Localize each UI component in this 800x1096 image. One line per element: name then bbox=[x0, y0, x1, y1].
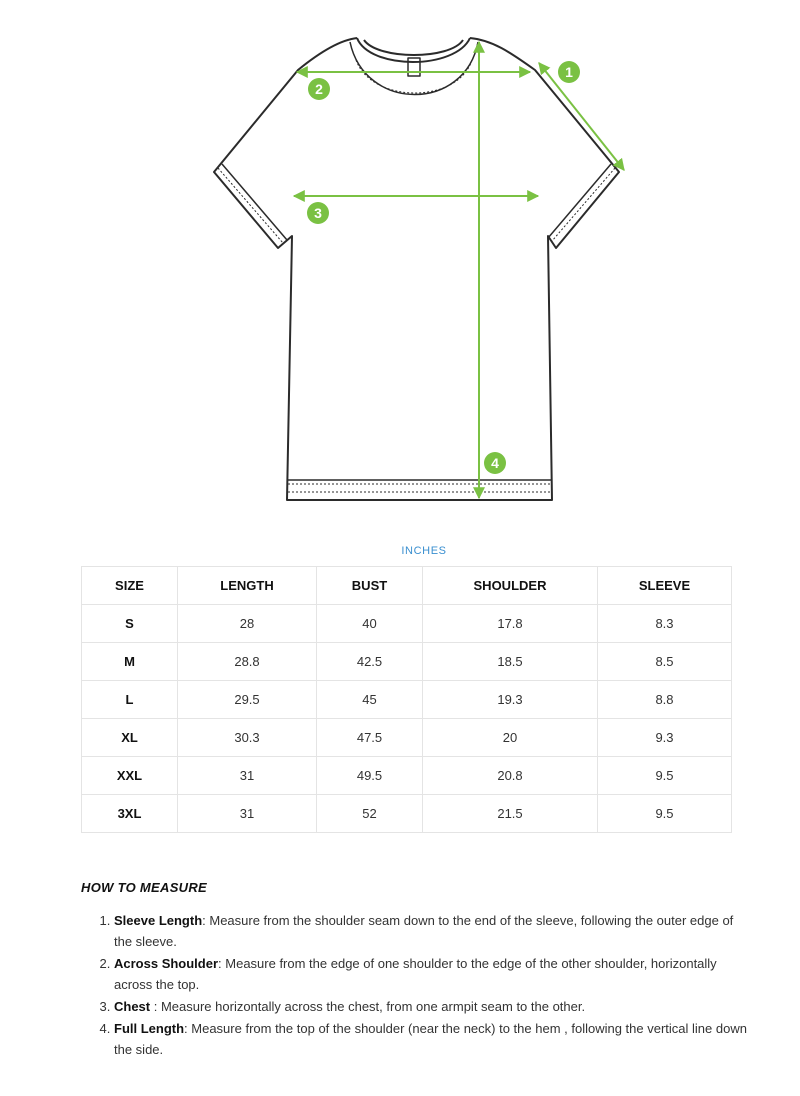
marker-4-label: 4 bbox=[491, 455, 499, 471]
table-row bbox=[82, 757, 732, 795]
header-length: LENGTH bbox=[178, 567, 317, 605]
length-cell: 28 bbox=[178, 605, 317, 643]
list-item-text: : Measure from the shoulder seam down to the end of the sleeve, following the outer edge of the sleeve. bbox=[114, 913, 734, 949]
list-item-term: Chest bbox=[114, 999, 151, 1014]
size-cell: S bbox=[82, 605, 178, 643]
shoulder-cell: 17.8 bbox=[423, 605, 598, 643]
marker-1-label: 1 bbox=[565, 64, 573, 80]
tshirt-outline bbox=[214, 38, 619, 500]
table-row bbox=[82, 681, 732, 719]
size-chart-table bbox=[81, 566, 732, 833]
marker-2 bbox=[308, 78, 330, 100]
table-row bbox=[82, 643, 732, 681]
length-cell: 28.8 bbox=[178, 643, 317, 681]
shoulder-cell: 20.8 bbox=[423, 757, 598, 795]
marker-2-label: 2 bbox=[315, 81, 323, 97]
sleeve-length-line bbox=[539, 63, 624, 170]
table-row bbox=[82, 719, 732, 757]
size-cell: L bbox=[82, 681, 178, 719]
header-bust: BUST bbox=[317, 567, 423, 605]
list-item-text: : Measure from the top of the shoulder (near the neck) to the hem , following the vertical line down the side. bbox=[114, 1021, 747, 1057]
bust-cell: 45 bbox=[317, 681, 423, 719]
bust-cell: 52 bbox=[317, 795, 423, 833]
shoulder-cell: 19.3 bbox=[423, 681, 598, 719]
table-header-row bbox=[82, 567, 732, 605]
sleeve-cell: 9.5 bbox=[598, 795, 732, 833]
sleeve-cell: 8.8 bbox=[598, 681, 732, 719]
bust-cell: 47.5 bbox=[317, 719, 423, 757]
how-to-measure-heading: HOW TO MEASURE bbox=[81, 880, 208, 895]
table-row bbox=[82, 795, 732, 833]
sleeve-cell: 9.3 bbox=[598, 719, 732, 757]
header-size: SIZE bbox=[82, 567, 178, 605]
list-item bbox=[114, 953, 754, 995]
how-to-measure-list bbox=[81, 910, 754, 1061]
header-sleeve: SLEEVE bbox=[598, 567, 732, 605]
list-item-term: Sleeve Length bbox=[114, 913, 203, 928]
shoulder-cell: 21.5 bbox=[423, 795, 598, 833]
size-cell: M bbox=[82, 643, 178, 681]
unit-label: INCHES bbox=[401, 545, 447, 557]
list-item-term: Across Shoulder bbox=[114, 956, 219, 971]
header-shoulder: SHOULDER bbox=[423, 567, 598, 605]
marker-3 bbox=[307, 202, 329, 224]
tshirt-measurement-diagram bbox=[0, 0, 800, 520]
length-cell: 29.5 bbox=[178, 681, 317, 719]
marker-3-label: 3 bbox=[314, 205, 322, 221]
marker-1 bbox=[558, 61, 580, 83]
bust-cell: 42.5 bbox=[317, 643, 423, 681]
sleeve-cell: 8.5 bbox=[598, 643, 732, 681]
list-item bbox=[114, 1018, 754, 1060]
length-cell: 30.3 bbox=[178, 719, 317, 757]
measure-lines bbox=[294, 42, 624, 498]
list-item bbox=[114, 996, 754, 1017]
list-item bbox=[114, 910, 754, 952]
shoulder-cell: 20 bbox=[423, 719, 598, 757]
sleeve-cell: 9.5 bbox=[598, 757, 732, 795]
size-cell: XL bbox=[82, 719, 178, 757]
length-cell: 31 bbox=[178, 757, 317, 795]
sleeve-cell: 8.3 bbox=[598, 605, 732, 643]
shoulder-cell: 18.5 bbox=[423, 643, 598, 681]
list-item-text: : Measure horizontally across the chest, from one armpit seam to the other. bbox=[150, 999, 586, 1014]
table-row bbox=[82, 605, 732, 643]
marker-4 bbox=[484, 452, 506, 474]
bust-cell: 40 bbox=[317, 605, 423, 643]
bust-cell: 49.5 bbox=[317, 757, 423, 795]
list-item-term: Full Length bbox=[114, 1021, 185, 1036]
size-cell: 3XL bbox=[82, 795, 178, 833]
list-item-text: : Measure from the edge of one shoulder to the edge of the other shoulder, horizontally across the top. bbox=[114, 956, 717, 992]
length-cell: 31 bbox=[178, 795, 317, 833]
size-cell: XXL bbox=[82, 757, 178, 795]
